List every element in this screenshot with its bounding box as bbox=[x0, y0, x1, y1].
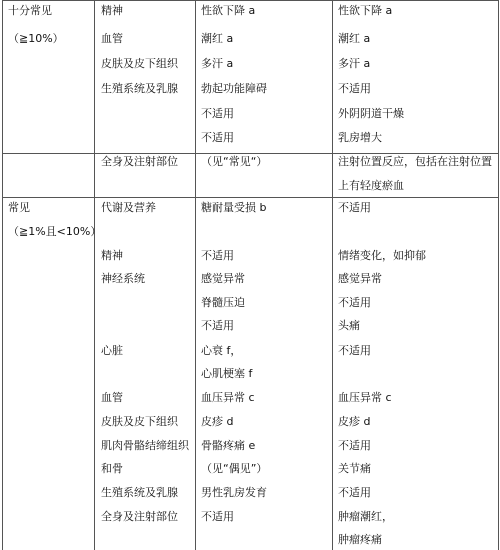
table-cell-col4: 不适用 bbox=[338, 296, 371, 309]
table-cell-col4: 情绪变化，如抑郁 bbox=[338, 249, 426, 262]
table-cell-col2: 皮肤及皮下组织 bbox=[101, 57, 178, 70]
table-cell-col2: 神经系统 bbox=[101, 272, 145, 285]
table-row-border bbox=[2, 197, 499, 198]
table-cell-col3: （见“偶见”） bbox=[201, 462, 268, 475]
table-cell-col3: 男性乳房发育 bbox=[201, 486, 267, 499]
table-cell-col2: 心脏 bbox=[101, 344, 123, 357]
table-cell-col3: 心衰 f， bbox=[201, 344, 242, 357]
table-cell-col2: 代谢及营养 bbox=[101, 201, 156, 214]
table-cell-col4: 头痛 bbox=[338, 319, 360, 332]
table-column-border bbox=[94, 0, 95, 550]
table-cell-col3: 不适用 bbox=[201, 510, 234, 523]
table-cell-col1: 常见 bbox=[8, 201, 30, 214]
table-cell-col2: 精神 bbox=[101, 249, 123, 262]
table-cell-col2: 精神 bbox=[101, 4, 123, 17]
table-cell-col1: （≧1%且<10%） bbox=[8, 225, 102, 238]
table-cell-col4: 注射位置反应，包括在注射位置 bbox=[338, 155, 492, 168]
table-cell-col3: 骨骼疼痛 e bbox=[201, 439, 256, 452]
table-cell-col4: 潮红 a bbox=[338, 32, 371, 45]
table-cell-col2: 和骨 bbox=[101, 462, 123, 475]
table-cell-col2: 全身及注射部位 bbox=[101, 510, 178, 523]
table-cell-col3: 性欲下降 a bbox=[201, 4, 256, 17]
table-cell-col3: 心肌梗塞 f bbox=[201, 367, 253, 380]
table-cell-col4: 乳房增大 bbox=[338, 131, 382, 144]
table-cell-col3: 不适用 bbox=[201, 107, 234, 120]
table-cell-col3: 潮红 a bbox=[201, 32, 234, 45]
table-cell-col4: 不适用 bbox=[338, 82, 371, 95]
table-cell-col2: 血管 bbox=[101, 32, 123, 45]
table-cell-col2: 肌肉骨骼结缔组织 bbox=[101, 439, 189, 452]
table-cell-col2: 全身及注射部位 bbox=[101, 155, 178, 168]
table-cell-col2: 血管 bbox=[101, 391, 123, 404]
table-cell-col3: 血压异常 c bbox=[201, 391, 255, 404]
table-cell-col2: 皮肤及皮下组织 bbox=[101, 415, 178, 428]
table-cell-col3: 脊髓压迫 bbox=[201, 296, 245, 309]
table-cell-col3: 感觉异常 bbox=[201, 272, 245, 285]
table-row-border bbox=[2, 153, 499, 154]
table-column-border bbox=[498, 0, 499, 550]
table-cell-col4: 外阴阴道干燥 bbox=[338, 107, 404, 120]
table-cell-col2: 生殖系统及乳腺 bbox=[101, 82, 178, 95]
table-cell-col4: 不适用 bbox=[338, 344, 371, 357]
table-cell-col3: 不适用 bbox=[201, 131, 234, 144]
table-cell-col3: 糖耐量受损 b bbox=[201, 201, 267, 214]
table-cell-col4: 不适用 bbox=[338, 201, 371, 214]
table-column-border bbox=[195, 0, 196, 550]
table-cell-col4: 肿瘤潮红， bbox=[338, 510, 393, 523]
table-cell-col3: （见“常见“） bbox=[201, 155, 268, 168]
table-cell-col1: 十分常见 bbox=[8, 4, 52, 17]
table-row-border bbox=[2, 0, 499, 1]
table-cell-col2: 生殖系统及乳腺 bbox=[101, 486, 178, 499]
table-cell-col4: 上有轻度瘀血 bbox=[338, 179, 404, 192]
table-cell-col4: 多汗 a bbox=[338, 57, 371, 70]
table-cell-col4: 皮疹 d bbox=[338, 415, 371, 428]
table-cell-col3: 勃起功能障碍 bbox=[201, 82, 267, 95]
table-cell-col3: 多汗 a bbox=[201, 57, 234, 70]
table-cell-col4: 血压异常 c bbox=[338, 391, 392, 404]
table-cell-col4: 不适用 bbox=[338, 439, 371, 452]
table-cell-col4: 关节痛 bbox=[338, 462, 371, 475]
table-cell-col4: 性欲下降 a bbox=[338, 4, 393, 17]
table-cell-col1: （≧10%） bbox=[8, 32, 64, 45]
table-cell-col4: 不适用 bbox=[338, 486, 371, 499]
table-cell-col3: 不适用 bbox=[201, 249, 234, 262]
table-column-border bbox=[2, 0, 3, 550]
table-cell-col3: 皮疹 d bbox=[201, 415, 234, 428]
table-cell-col4: 感觉异常 bbox=[338, 272, 382, 285]
table-cell-col4: 肿瘤疼痛 bbox=[338, 533, 382, 546]
table-column-border bbox=[332, 0, 333, 550]
table-cell-col3: 不适用 bbox=[201, 319, 234, 332]
